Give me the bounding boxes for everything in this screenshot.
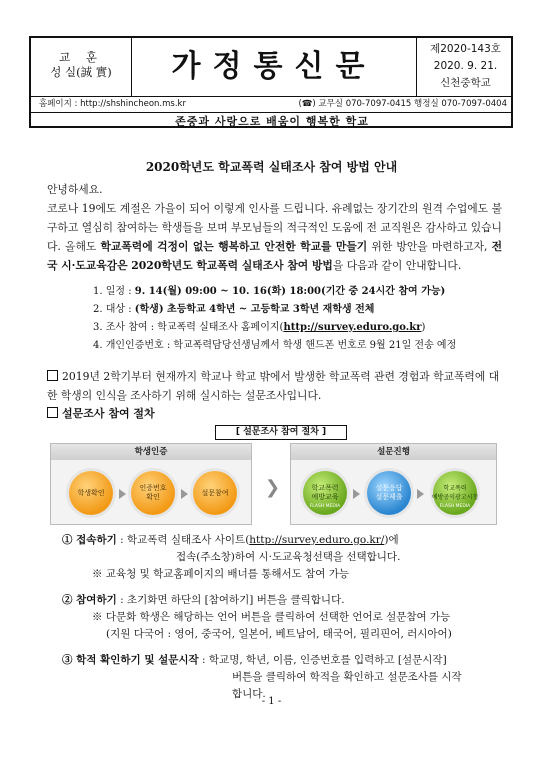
survey-description: [47, 367, 507, 405]
intro-text: [47, 180, 502, 275]
school-motto: [31, 38, 132, 96]
homepage-label: 홈페이지 :: [39, 99, 81, 109]
item-rest: ): [421, 322, 426, 333]
document-title: 2020학년도 학교폭력 실태조사 참여 방법 안내: [145, 160, 398, 174]
flash-caption: FLASH MEDIA: [439, 504, 471, 509]
step-text: : 학교폭력 실태조사 사이트(: [116, 534, 250, 546]
diagram-title: [ 설문조사 참여 절차 ]: [215, 425, 347, 440]
step-participate: [62, 592, 345, 609]
survey-panel-title: 설문진행: [291, 444, 496, 460]
item-label: 1. 일정 :: [93, 286, 135, 297]
step-auth-code: 인증번호 확인: [131, 471, 175, 515]
step-participate-note2: (지원 다국어 : 영어, 중국어, 일본어, 베트남어, 태국어, 필리핀어, 러시아어): [106, 628, 452, 640]
school-name: 신천중학교: [440, 77, 491, 89]
step-label: ① 접속하기: [62, 534, 117, 546]
section-heading-text: 설문조사 참여 절차: [62, 407, 155, 420]
greeting: 안녕하세요.: [47, 183, 103, 196]
arrow-icon: [181, 489, 188, 499]
list-item: [93, 301, 513, 319]
step-connect-note: ※ 교육청 및 학교홈페이지의 배너를 통해서도 참여 가능: [92, 568, 350, 580]
issue-date: 2020. 9. 21.: [433, 60, 498, 72]
item-label: 3. 조사 참여 : 학교폭력 실태조사 홈페이지(: [93, 322, 284, 333]
flash-caption: FLASH MEDIA: [309, 504, 341, 509]
arrow-icon: [417, 489, 424, 499]
newsletter-title: 가정통신문: [171, 49, 377, 84]
step-confirm-line3: 합니다.: [232, 688, 266, 700]
item-value: 9. 14(월) 09:00 ~ 10. 16(화) 18:00(기간 중 24시간 참여 가능): [134, 286, 446, 297]
step-ad-view: 학교폭력 예방공익광고시청: [433, 471, 477, 515]
step-participate-note: ※ 다문화 학생은 해당하는 언어 버튼을 클릭하여 선택한 언어로 설문참여 가능: [92, 611, 451, 623]
item-value: (학생) 초등학교 4학년 ~ 고등학교 3학년 재학생 전체: [134, 304, 375, 315]
step-text: )에: [384, 534, 399, 546]
intro-part1: 코로나 19에도 계절은 가을이 되어 이렇게 인사를 드립니다. 유례없는 장기간의 원격 수업에도 불구하고 열심히 참여하는 학생들을 보며 부모님들의 적극적인 도움에 전 교직원은 감사하고 있습니다. 올해도: [47, 202, 502, 253]
step-text: : 초기화면 하단의 [참여하기] 버튼을 클릭합니다.: [116, 594, 345, 606]
auth-panel-title: 학생인증: [51, 444, 251, 460]
item-label: 2. 대상 :: [93, 304, 135, 315]
newsletter-header: [29, 36, 513, 128]
survey-site-link[interactable]: http://survey.eduro.go.kr/: [249, 534, 385, 546]
intro-paragraph: [47, 199, 502, 275]
motto-text: 성 실(誠 實): [50, 65, 112, 79]
step-confirm-line2: 버튼을 클릭하여 학적을 확인하고 설문조사를 시작: [232, 671, 462, 683]
contact-row: [31, 96, 513, 112]
list-item: [93, 319, 513, 337]
step-student-check: 학생확인: [69, 471, 113, 515]
survey-panel: [290, 443, 497, 525]
step-text: : 학교명, 학년, 이름, 인증번호를 입력하고 [설문시작]: [198, 654, 447, 666]
step-label: ③ 학적 확인하기 및 설문시작: [62, 654, 199, 666]
school-slogan: 존중과 사랑으로 배움이 행복한 학교: [31, 112, 513, 129]
arrow-icon: [119, 489, 126, 499]
item-label: 4. 개인인증번호 : 학교폭력담당선생님께서 학생 핸드폰 번호로 9월 21일 전송 예정: [93, 340, 457, 351]
step-confirm: [62, 652, 447, 669]
page-number: - 1 -: [261, 696, 282, 707]
step-label: ② 참여하기: [62, 594, 117, 606]
auth-panel: [50, 443, 252, 525]
list-item: [93, 337, 513, 355]
step-survey-answer: 설문응답 설문제출: [367, 471, 411, 515]
procedure-diagram: [50, 425, 508, 525]
chevron-right-icon: ❯: [265, 477, 281, 498]
section-heading: [47, 405, 155, 421]
survey-link[interactable]: http://survey.eduro.go.kr: [283, 322, 422, 333]
checkbox-icon: [47, 370, 58, 381]
step-survey-join: 설문참여: [193, 471, 237, 515]
homepage: [39, 97, 186, 112]
arrow-icon: [353, 489, 360, 499]
issue-info: [416, 38, 514, 96]
motto-title: 교 훈: [59, 50, 103, 64]
issue-number: 제2020-143호: [430, 43, 501, 55]
intro-part3: 을 다음과 같이 안내합니다.: [332, 259, 462, 272]
intro-bold2: 전국 시·도교육감은 2020학년도 학교폭력 실태조사 참여 방법: [47, 240, 503, 272]
step-connect: [62, 532, 399, 549]
info-list: [93, 283, 513, 355]
intro-bold1: 학교폭력에 걱정이 없는 행복하고 안전한 학교를 만들기: [100, 240, 368, 253]
list-item: [93, 283, 513, 301]
survey-description-text: 2019년 2학기부터 현재까지 학교나 학교 밖에서 발생한 학교폭력 관련 경험과 학교폭력에 대한 학생의 인식을 조사하기 위해 실시하는 설문조사입니다.: [47, 370, 500, 402]
step-prevention-edu: 학교폭력 예방교육: [303, 471, 347, 515]
checkbox-icon: [47, 407, 58, 418]
intro-part2: 위한 방안을 마련하고자,: [367, 240, 492, 253]
homepage-link[interactable]: http://shshincheon.ms.kr: [80, 99, 186, 109]
step-connect-line2: 접속(주소창)하여 시·도교육청선택을 선택합니다.: [176, 551, 401, 563]
phone-numbers: (☎) 교무실 070-7097-0415 행정실 070-7097-0404: [298, 99, 507, 109]
